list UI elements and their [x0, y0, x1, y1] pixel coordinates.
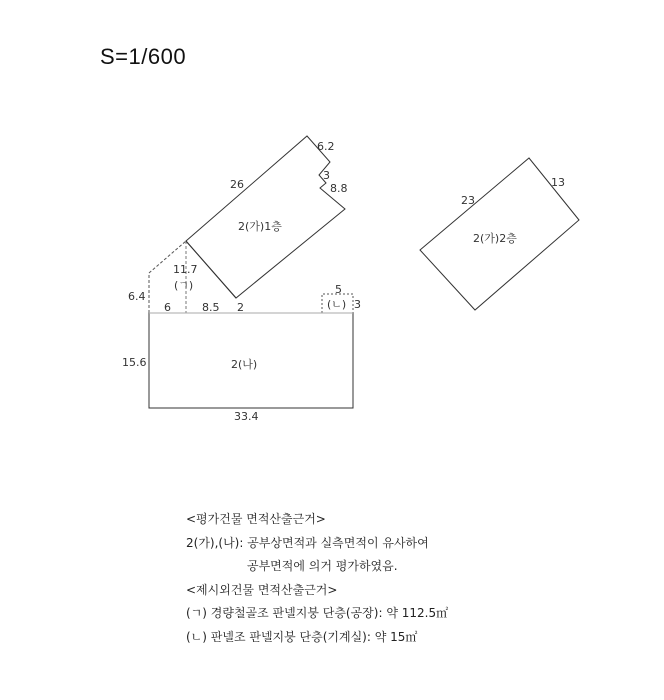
annex-a-mark: (ㄱ) [174, 279, 194, 292]
annex-a-dim-11-7: 11.7 [173, 263, 198, 276]
annex-b-dim-3: 3 [354, 298, 361, 311]
building-b1-outline [186, 136, 345, 298]
b3-dim-15-6: 15.6 [122, 356, 147, 369]
b1-dim-8-8: 8.8 [330, 182, 348, 195]
building-b3-label: 2(나) [231, 358, 258, 371]
b1-dim-3: 3 [323, 169, 330, 182]
scale-label: S=1/600 [100, 44, 187, 69]
building-b2-label: 2(가)2층 [473, 232, 517, 245]
notes-heading-2: <제시외건물 면적산출근거> [186, 582, 338, 597]
notes-line-4: (ㄴ) 판넬조 판넬지붕 단층(기계실): 약 15㎡ [186, 629, 418, 644]
notes-heading-1: <평가건물 면적산출근거> [186, 512, 326, 526]
annex-a-dim-6-4: 6.4 [128, 290, 146, 303]
b2-dim-23: 23 [461, 194, 475, 207]
area-notes [186, 508, 448, 649]
building-b1-label: 2(가)1층 [238, 220, 282, 233]
b2-dim-13: 13 [551, 176, 565, 189]
b1-dim-6-2: 6.2 [317, 140, 335, 153]
annex-b-mark: (ㄴ) [327, 298, 347, 311]
notes-line-3: (ㄱ) 경량철골조 판넬지붕 단층(공장): 약 112.5㎡ [186, 606, 449, 620]
annex-b-dim-5: 5 [335, 283, 342, 296]
b3-dim-33-4: 33.4 [234, 410, 259, 423]
notes-line-1: 2(가),(나): 공부상면적과 실측면적이 유사하여 [186, 535, 429, 550]
b3-dim-2: 2 [237, 301, 244, 314]
notes-line-2: 공부면적에 의거 평가하였음. [247, 559, 398, 573]
b1-dim-26: 26 [230, 178, 244, 191]
b3-dim-6: 6 [164, 301, 171, 314]
b3-dim-8-5: 8.5 [202, 301, 220, 314]
